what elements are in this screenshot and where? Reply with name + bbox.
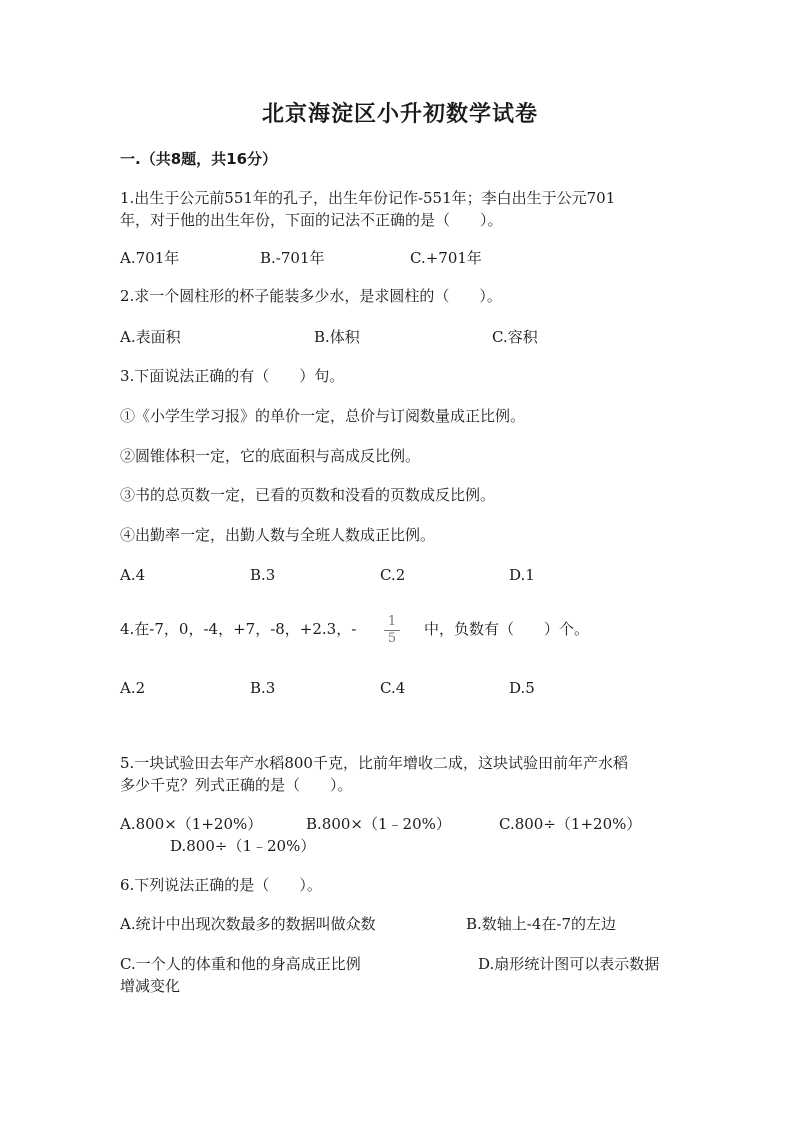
question-5-line-2: 多少千克？列式正确的是（ ）。 bbox=[120, 776, 353, 794]
question-5-option-b[interactable]: B.800×（1﹣20%） bbox=[306, 815, 451, 833]
question-4-option-b[interactable]: B.3 bbox=[250, 679, 276, 697]
question-3-option-d[interactable]: D.1 bbox=[509, 566, 535, 584]
question-3-option-a[interactable]: A.4 bbox=[120, 566, 146, 584]
question-3-option-b[interactable]: B.3 bbox=[250, 566, 276, 584]
question-3-statement-4: ④出勤率一定，出勤人数与全班人数成正比例。 bbox=[120, 526, 436, 544]
question-5-option-a[interactable]: A.800×（1+20%） bbox=[120, 815, 263, 833]
question-1-option-a[interactable]: A.701年 bbox=[120, 249, 180, 267]
question-1-option-b[interactable]: B.-701年 bbox=[260, 249, 325, 267]
question-3-statement-2: ②圆锥体积一定，它的底面积与高成反比例。 bbox=[120, 447, 421, 465]
fraction bbox=[381, 614, 403, 647]
question-4-option-d[interactable]: D.5 bbox=[509, 679, 535, 697]
question-1-option-c[interactable]: C.+701年 bbox=[410, 249, 482, 267]
question-6-option-c[interactable]: C.一个人的体重和他的身高成正比例 bbox=[120, 955, 361, 973]
question-5-option-c[interactable]: C.800÷（1+20%） bbox=[499, 815, 642, 833]
page-title: 北京海淀区小升初数学试卷 bbox=[261, 102, 538, 127]
question-2-option-a[interactable]: A.表面积 bbox=[120, 328, 181, 346]
question-4-option-c[interactable]: C.4 bbox=[380, 679, 406, 697]
section-heading: 一.（共8题，共16分） bbox=[120, 150, 278, 168]
question-6-option-b[interactable]: B.数轴上-4在-7的左边 bbox=[466, 915, 617, 933]
question-2-option-b[interactable]: B.体积 bbox=[314, 328, 360, 346]
question-1-line-1: 1.出生于公元前551年的孔子，出生年份记作-551年；李白出生于公元701 bbox=[120, 189, 616, 207]
question-3-option-c[interactable]: C.2 bbox=[380, 566, 406, 584]
question-2-text: 2.求一个圆柱形的杯子能装多少水，是求圆柱的（ ）。 bbox=[120, 287, 502, 305]
question-6-text: 6.下列说法正确的是（ ）。 bbox=[120, 876, 322, 894]
question-4-suffix: 中，负数有（ ）个。 bbox=[424, 620, 590, 638]
question-2-option-c[interactable]: C.容积 bbox=[492, 328, 538, 346]
question-3-text: 3.下面说法正确的有（ ）句。 bbox=[120, 367, 345, 385]
question-6-option-a[interactable]: A.统计中出现次数最多的数据叫做众数 bbox=[120, 915, 376, 933]
question-5-option-d[interactable]: D.800÷（1﹣20%） bbox=[170, 837, 316, 855]
fraction-denominator: 5 bbox=[387, 631, 397, 646]
question-3-statement-1: ①《小学生学习报》的单价一定，总价与订阅数量成正比例。 bbox=[120, 407, 526, 425]
question-4-prefix: 4.在-7，0，-4，+7，-8，+2.3，- bbox=[120, 620, 357, 638]
question-1-line-2: 年，对于他的出生年份，下面的记法不正确的是（ ）。 bbox=[120, 211, 503, 229]
question-4-option-a[interactable]: A.2 bbox=[120, 679, 146, 697]
question-3-statement-3: ③书的总页数一定，已看的页数和没看的页数成反比例。 bbox=[120, 486, 496, 504]
question-5-line-1: 5.一块试验田去年产水稻800千克，比前年增收二成，这块试验田前年产水稻 bbox=[120, 754, 628, 772]
fraction-numerator: 1 bbox=[387, 614, 397, 629]
question-6-option-d-continued: 增减变化 bbox=[120, 977, 181, 995]
question-6-option-d[interactable]: D.扇形统计图可以表示数据 bbox=[478, 955, 660, 973]
